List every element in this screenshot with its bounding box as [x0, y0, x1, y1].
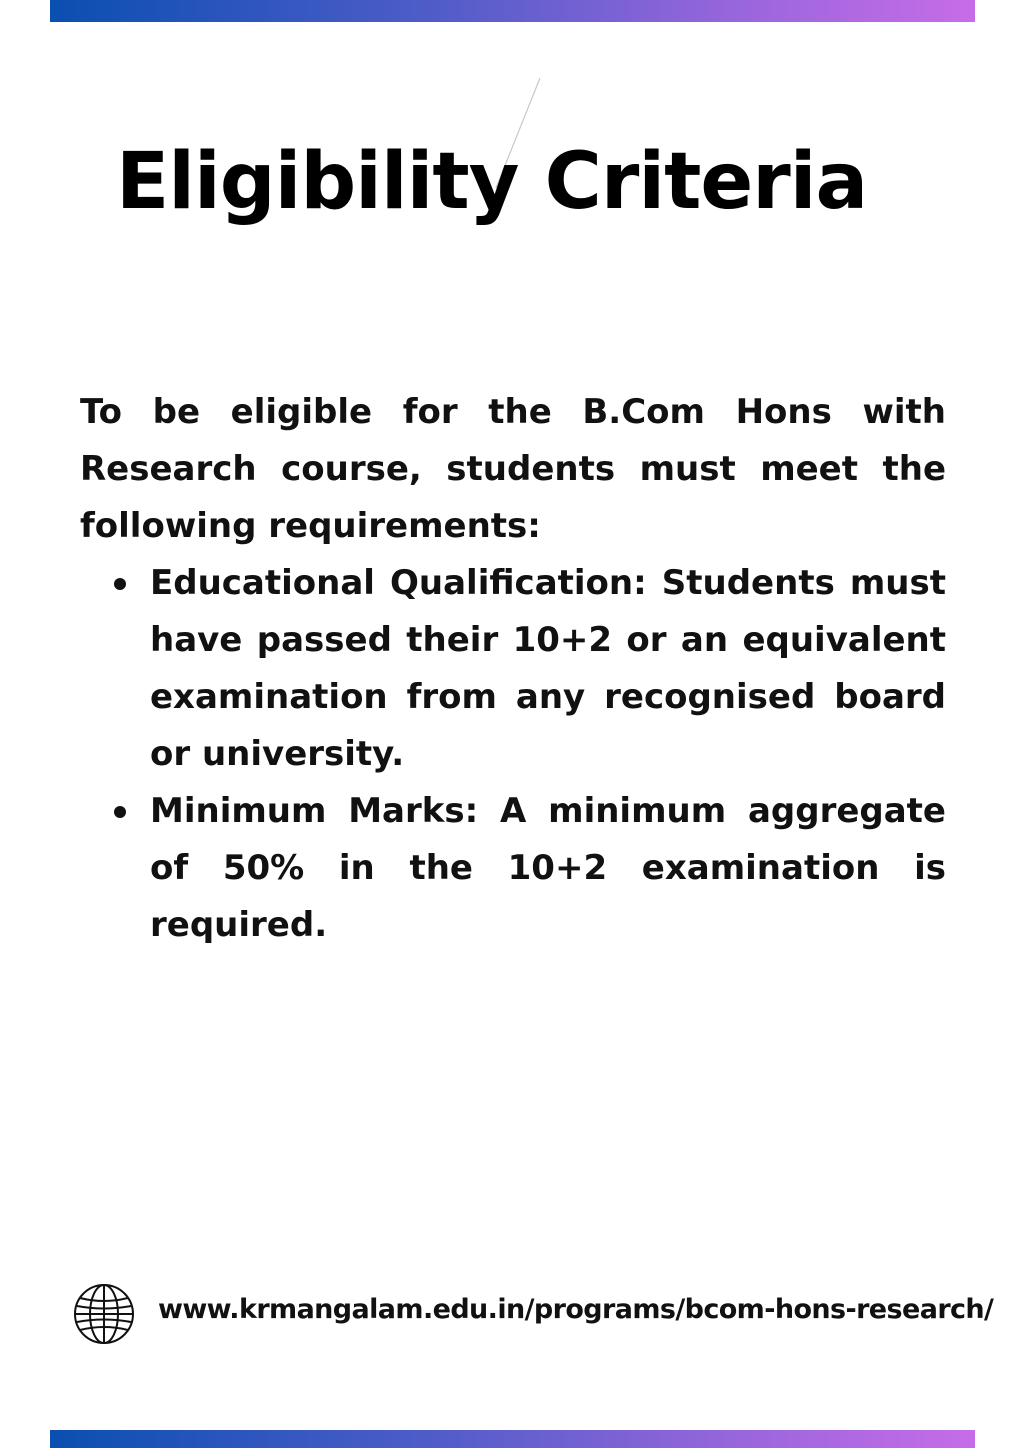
- intro-paragraph: To be eligible for the B.Com Hons with Research course, students must meet the following requirements:: [80, 392, 946, 546]
- page-title: Eligibility Criteria: [116, 137, 868, 227]
- globe-icon: [72, 1282, 136, 1346]
- list-item: [150, 555, 946, 783]
- eligibility-content: [80, 384, 946, 954]
- requirements-list: [80, 555, 946, 954]
- list-item: [150, 783, 946, 954]
- bullet-icon: [114, 806, 126, 818]
- bullet-icon: [114, 578, 126, 590]
- requirement-text: Minimum Marks: A minimum aggregate of 50% in the 10+2 examination is required.: [150, 791, 946, 945]
- footer: [72, 1282, 992, 1346]
- website-link[interactable]: www.krmangalam.edu.in/programs/bcom-hons-research/: [158, 1294, 994, 1325]
- requirement-text: Educational Qualification: Students must have passed their 10+2 or an equivalent examination from any recognised board or university.: [150, 563, 946, 774]
- bottom-gradient-bar: [50, 1430, 975, 1448]
